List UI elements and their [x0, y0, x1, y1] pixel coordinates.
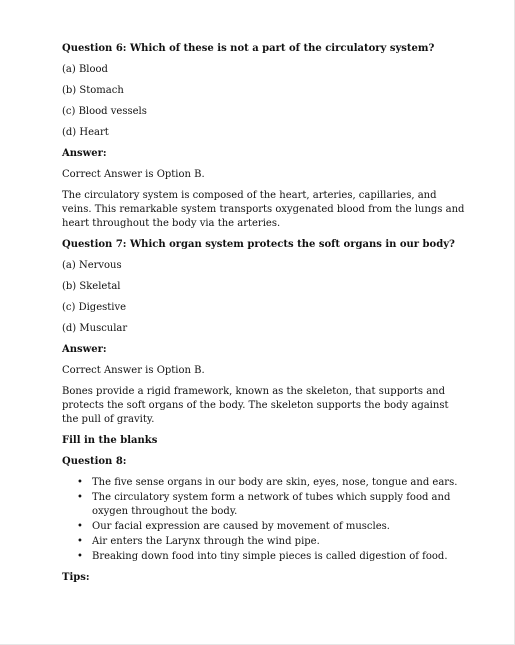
- q6-option-c: (c) Blood vessels: [62, 106, 147, 117]
- fill-in-blanks-heading: Fill in the blanks: [62, 435, 158, 446]
- list-item-text: Air enters the Larynx through the wind pipe.: [92, 536, 320, 547]
- q6-option-b: (b) Stomach: [62, 85, 124, 96]
- q6-answer-label: Answer:: [62, 148, 107, 159]
- list-item-text: The circulatory system form a network of tubes which supply food and oxygen throughout the body.: [92, 492, 451, 517]
- q7-answer-label: Answer:: [62, 344, 107, 355]
- bullet-icon: •: [77, 521, 83, 532]
- q6-explanation: The circulatory system is composed of the heart, arteries, capillaries, and veins. This remarkable system transports oxygenated blood from the lungs and heart throughout the body via the arteries.: [62, 190, 465, 229]
- bullet-icon: •: [77, 492, 83, 503]
- question-6-title: Question 6: Which of these is not a part of the circulatory system?: [62, 43, 435, 54]
- q7-option-d: (d) Muscular: [62, 323, 128, 334]
- list-item: [77, 550, 467, 564]
- list-item: [77, 491, 467, 519]
- q7-option-a: (a) Nervous: [62, 260, 122, 271]
- list-item-text: Breaking down food into tiny simple pieces is called digestion of food.: [92, 551, 448, 562]
- q6-answer: Correct Answer is Option B.: [62, 169, 205, 180]
- list-item-text: The five sense organs in our body are skin, eyes, nose, tongue and ears.: [92, 477, 458, 488]
- bullet-icon: •: [77, 536, 83, 547]
- tips-label: Tips:: [62, 572, 90, 583]
- q6-option-d: (d) Heart: [62, 127, 109, 138]
- question-8-title: Question 8:: [62, 456, 127, 467]
- q7-answer: Correct Answer is Option B.: [62, 365, 205, 376]
- question-7-title: Question 7: Which organ system protects the soft organs in our body?: [62, 239, 455, 250]
- fill-blanks-list: [62, 476, 467, 564]
- q6-option-a: (a) Blood: [62, 64, 108, 75]
- q7-explanation: Bones provide a rigid framework, known as the skeleton, that supports and protects the soft organs of the body. The skeleton supports the body against the pull of gravity.: [62, 386, 449, 425]
- bullet-icon: •: [77, 477, 83, 488]
- q7-option-c: (c) Digestive: [62, 302, 127, 313]
- list-item: [77, 535, 467, 549]
- q7-option-b: (b) Skeletal: [62, 281, 121, 292]
- list-item-text: Our facial expression are caused by movement of muscles.: [92, 521, 390, 532]
- document-content: [62, 42, 467, 592]
- list-item: [77, 520, 467, 534]
- bullet-icon: •: [77, 551, 83, 562]
- list-item: [77, 476, 467, 490]
